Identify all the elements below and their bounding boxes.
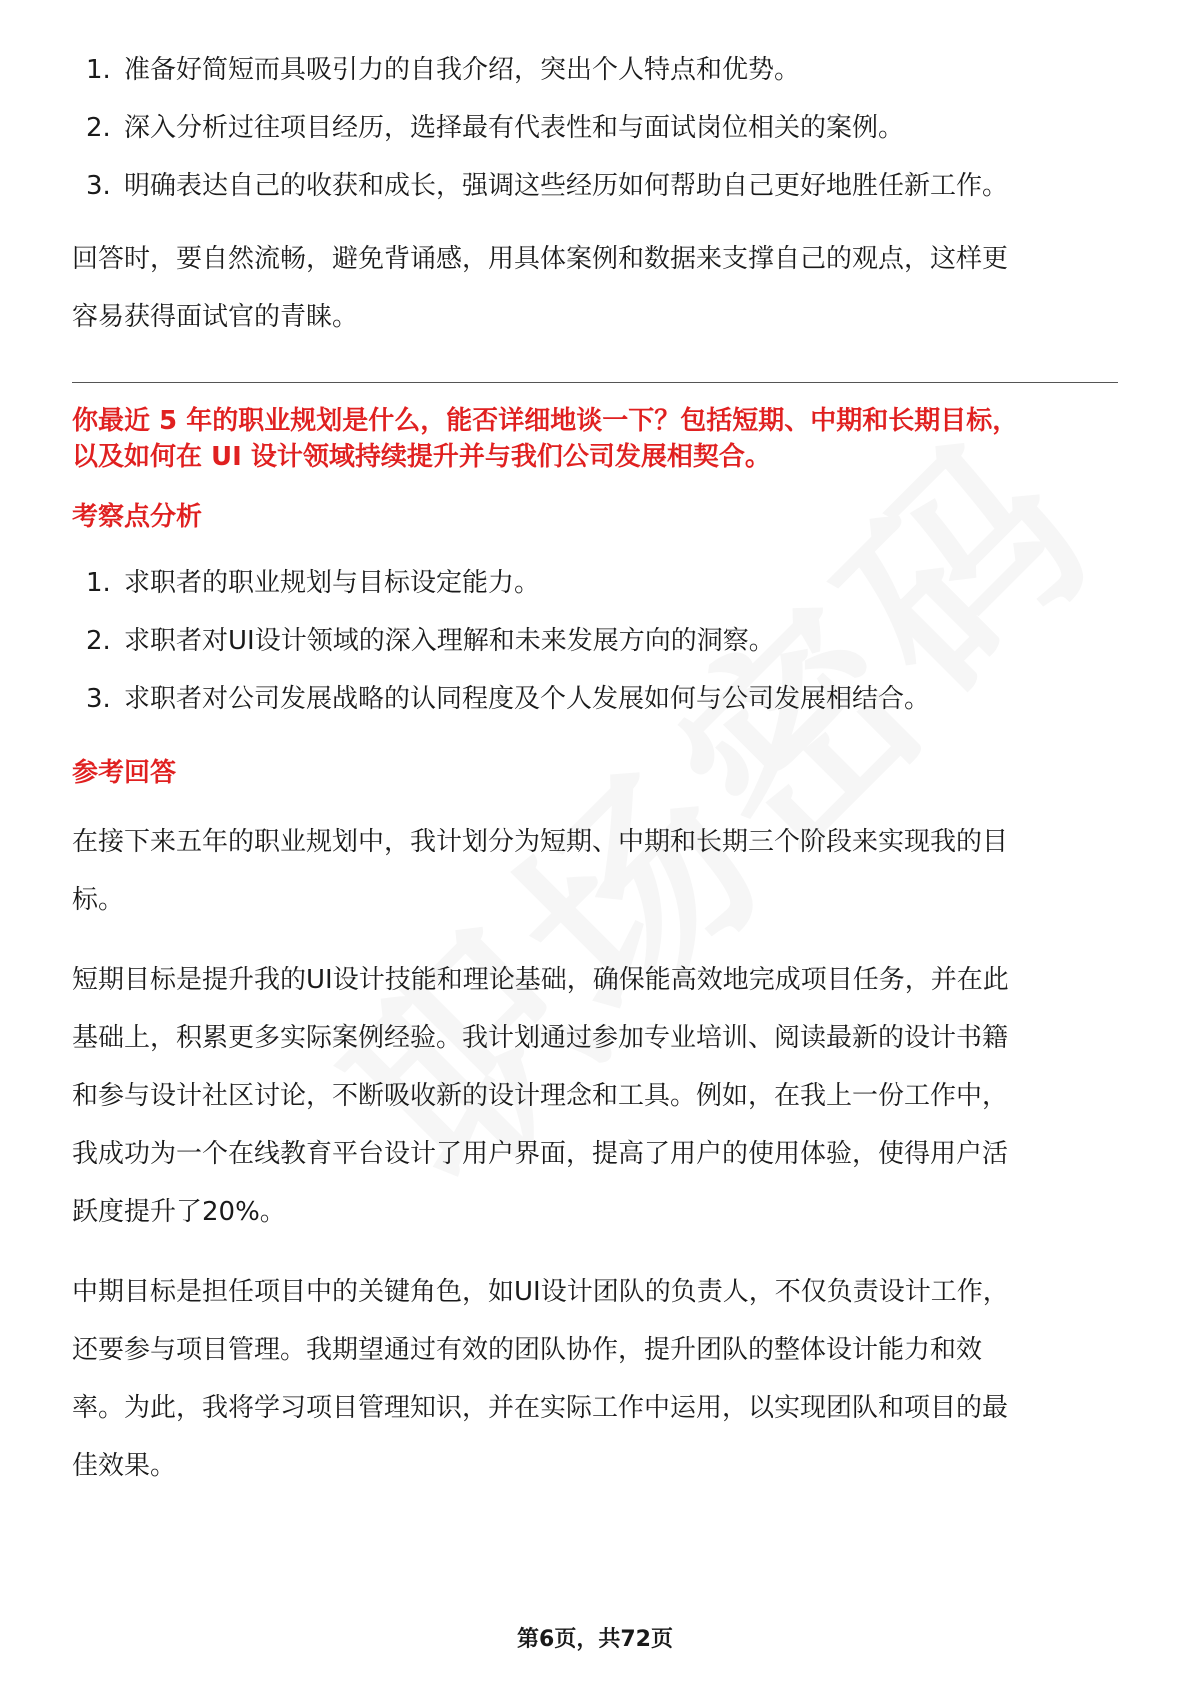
answer-paragraph-1: 在接下来五年的职业规划中，我计划分为短期、中期和长期三个阶段来实现我的目 标。 xyxy=(72,827,1009,915)
answer-title: 参考回答 xyxy=(72,758,177,788)
analysis-list xyxy=(72,565,1118,717)
summary-paragraph: 回答时，要自然流畅，避免背诵感，用具体案例和数据来支撑自己的观点，这样更 容易获得面试官的青睐。 xyxy=(72,244,1009,332)
list-item: 3. 明确表达自己的收获和成长，强调这些经历如何帮助自己更好地胜任新工作。 xyxy=(86,171,1009,201)
list-item: 2. 求职者对UI设计领域的深入理解和未来发展方向的洞察。 xyxy=(86,626,775,656)
document-body xyxy=(72,52,1118,1495)
page-number: 第6页，共72页 xyxy=(517,1627,673,1652)
list-item: 3. 求职者对公司发展战略的认同程度及个人发展如何与公司发展相结合。 xyxy=(86,684,931,714)
question-heading: 你最近 5 年的职业规划是什么，能否详细地谈一下？包括短期、中期和长期目标， 以及如何在 UI 设计领域持续提升并与我们公司发展相契合。 xyxy=(72,406,1019,472)
tips-list xyxy=(72,52,1118,204)
list-item: 2. 深入分析过往项目经历，选择最有代表性和与面试岗位相关的案例。 xyxy=(86,113,905,143)
answer-paragraph-2: 短期目标是提升我的UI设计技能和理论基础，确保能高效地完成项目任务，并在此 基础上，积累更多实际案例经验。我计划通过参加专业培训、阅读最新的设计书籍 和参与设计社区讨论，不断吸收新的设计理念和工具。例如，在我上一份工作中， 我成功为一个在线教育平台设计了用户界面，提高了用户的使用体验，使得用户活 跃度提升了20%。 xyxy=(72,965,1009,1227)
analysis-title: 考察点分析 xyxy=(72,502,203,532)
list-item: 1. 准备好简短而具吸引力的自我介绍，突出个人特点和优势。 xyxy=(86,55,801,85)
list-item: 1. 求职者的职业规划与目标设定能力。 xyxy=(86,568,541,598)
answer-paragraph-3: 中期目标是担任项目中的关键角色，如UI设计团队的负责人，不仅负责设计工作， 还要参与项目管理。我期望通过有效的团队协作，提升团队的整体设计能力和效 率。为此，我将学习项目管理知识，并在实际工作中运用，以实现团队和项目的最 佳效果。 xyxy=(72,1277,1009,1481)
